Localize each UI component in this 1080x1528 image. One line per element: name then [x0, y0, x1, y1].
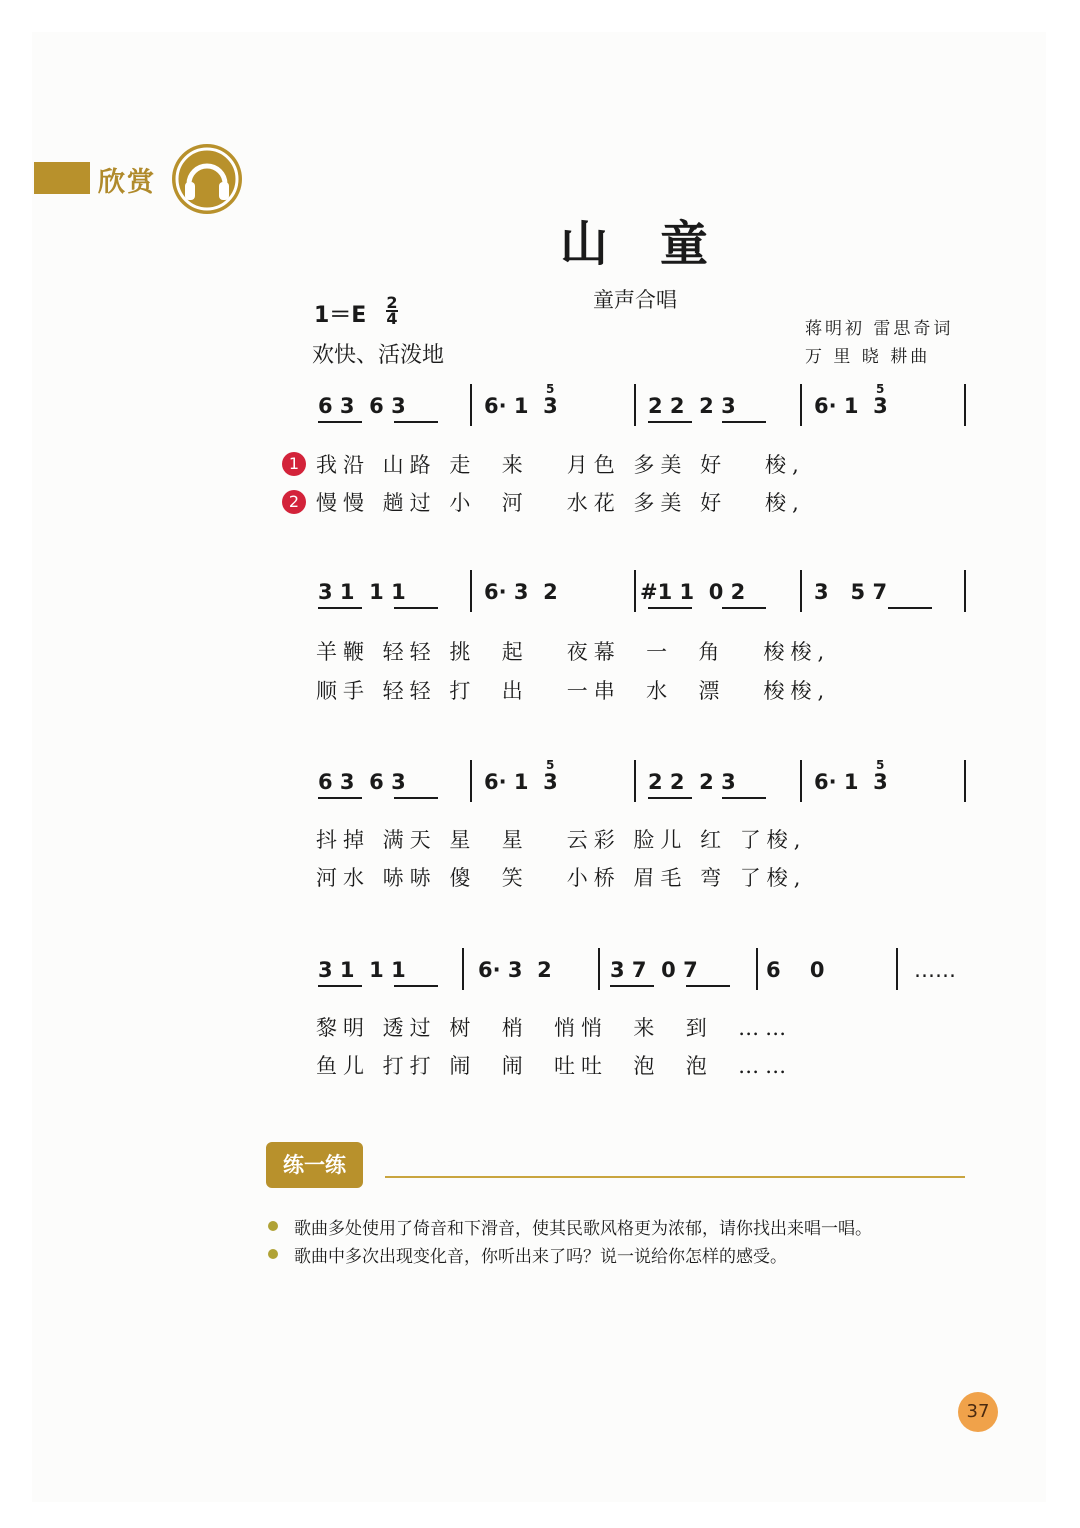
beam — [686, 985, 730, 987]
barline — [470, 384, 472, 426]
barline — [634, 570, 636, 612]
beam — [318, 797, 362, 799]
line2-measure2: 6· 3 2 — [484, 580, 558, 604]
song-title: 山童 — [560, 216, 761, 272]
headphones-icon — [172, 144, 242, 214]
line4-measure1: 3 1 1 1 — [318, 958, 406, 982]
bullet-icon — [268, 1221, 278, 1231]
page-number: 37 — [958, 1392, 998, 1432]
barline — [598, 948, 600, 990]
grace-note: 5 — [876, 382, 885, 396]
bullet-icon — [268, 1249, 278, 1259]
grace-note: 5 — [876, 758, 885, 772]
line1-measure1: 6 3 6 3 — [318, 394, 406, 418]
barline — [800, 384, 802, 426]
grace-note: 5 — [546, 382, 555, 396]
line3-measure1: 6 3 6 3 — [318, 770, 406, 794]
time-signature — [386, 293, 398, 328]
lyrics-line4-verse2: 鱼儿 打打 闹 闹 吐吐 泡 泡 …… — [316, 1054, 793, 1078]
barline — [470, 570, 472, 612]
page-background — [32, 32, 1046, 1502]
beam — [648, 607, 692, 609]
beam — [648, 797, 692, 799]
section-tag-bar — [34, 162, 90, 194]
lyricist-credit: 蒋明初 雷思奇词 — [805, 319, 954, 339]
barline — [800, 570, 802, 612]
beam — [610, 985, 654, 987]
beam — [394, 421, 438, 423]
line1-measure3: 2 2 2 3 — [648, 394, 736, 418]
line2-measure3: #1 1 0 2 — [640, 580, 746, 604]
verse-number-2: 2 — [282, 490, 306, 514]
lyrics-line2-verse2: 顺手 轻轻 打 出 一串 水 漂 梭梭, — [316, 679, 831, 703]
line2-measure1: 3 1 1 1 — [318, 580, 406, 604]
key-signature: 1＝E — [314, 303, 367, 328]
continuation-dots: …… — [914, 958, 956, 982]
section-label: 欣赏 — [98, 167, 156, 198]
barline — [462, 948, 464, 990]
line1-measure4: 6· 1 3 — [814, 394, 888, 418]
practice-divider — [385, 1176, 965, 1178]
line4-measure3: 3 7 0 7 — [610, 958, 698, 982]
lyrics-line2-verse1: 羊鞭 轻轻 挑 起 夜幕 一 角 梭梭, — [316, 640, 831, 664]
barline — [470, 760, 472, 802]
verse-number-1: 1 — [282, 452, 306, 476]
line3-measure3: 2 2 2 3 — [648, 770, 736, 794]
beam — [394, 797, 438, 799]
barline — [896, 948, 898, 990]
lyrics-line1-verse2: 慢慢 趟过 小 河 水花 多美 好 梭, — [316, 491, 805, 515]
beam — [722, 797, 766, 799]
time-top: 2 — [386, 293, 398, 312]
beam — [394, 985, 438, 987]
lyrics-line3-verse2: 河水 哧哧 傻 笑 小桥 眉毛 弯 了梭, — [316, 866, 807, 890]
beam — [394, 607, 438, 609]
line1-measure2: 6· 1 3 — [484, 394, 558, 418]
lyrics-line4-verse1: 黎明 透过 树 梢 悄悄 来 到 …… — [316, 1016, 793, 1040]
line4-measure2: 6· 3 2 — [478, 958, 552, 982]
beam — [318, 985, 362, 987]
line4-measure4: 6 0 — [766, 958, 825, 982]
lyrics-line1-verse1: 我沿 山路 走 来 月色 多美 好 梭, — [316, 453, 805, 477]
beam — [722, 421, 766, 423]
beam — [318, 421, 362, 423]
line2-measure4: 3 5 7 — [814, 580, 888, 604]
practice-item-2: 歌曲中多次出现变化音，你听出来了吗？说一说给你怎样的感受。 — [294, 1247, 787, 1267]
barline — [800, 760, 802, 802]
barline — [756, 948, 758, 990]
tempo-marking: 欢快、活泼地 — [312, 343, 445, 368]
practice-label: 练一练 — [266, 1142, 363, 1188]
beam — [648, 421, 692, 423]
barline — [634, 384, 636, 426]
song-subtitle: 童声合唱 — [593, 288, 677, 312]
barline — [634, 760, 636, 802]
time-bottom: 4 — [386, 309, 398, 328]
barline — [964, 760, 966, 802]
composer-credit: 万 里 晓 耕曲 — [805, 347, 931, 367]
line3-measure4: 6· 1 3 — [814, 770, 888, 794]
beam — [888, 607, 932, 609]
line3-measure2: 6· 1 3 — [484, 770, 558, 794]
barline — [964, 570, 966, 612]
barline — [964, 384, 966, 426]
beam — [722, 607, 766, 609]
lyrics-line3-verse1: 抖掉 满天 星 星 云彩 脸儿 红 了梭, — [316, 828, 807, 852]
beam — [318, 607, 362, 609]
practice-item-1: 歌曲多处使用了倚音和下滑音，使其民歌风格更为浓郁，请你找出来唱一唱。 — [294, 1219, 872, 1239]
grace-note: 5 — [546, 758, 555, 772]
